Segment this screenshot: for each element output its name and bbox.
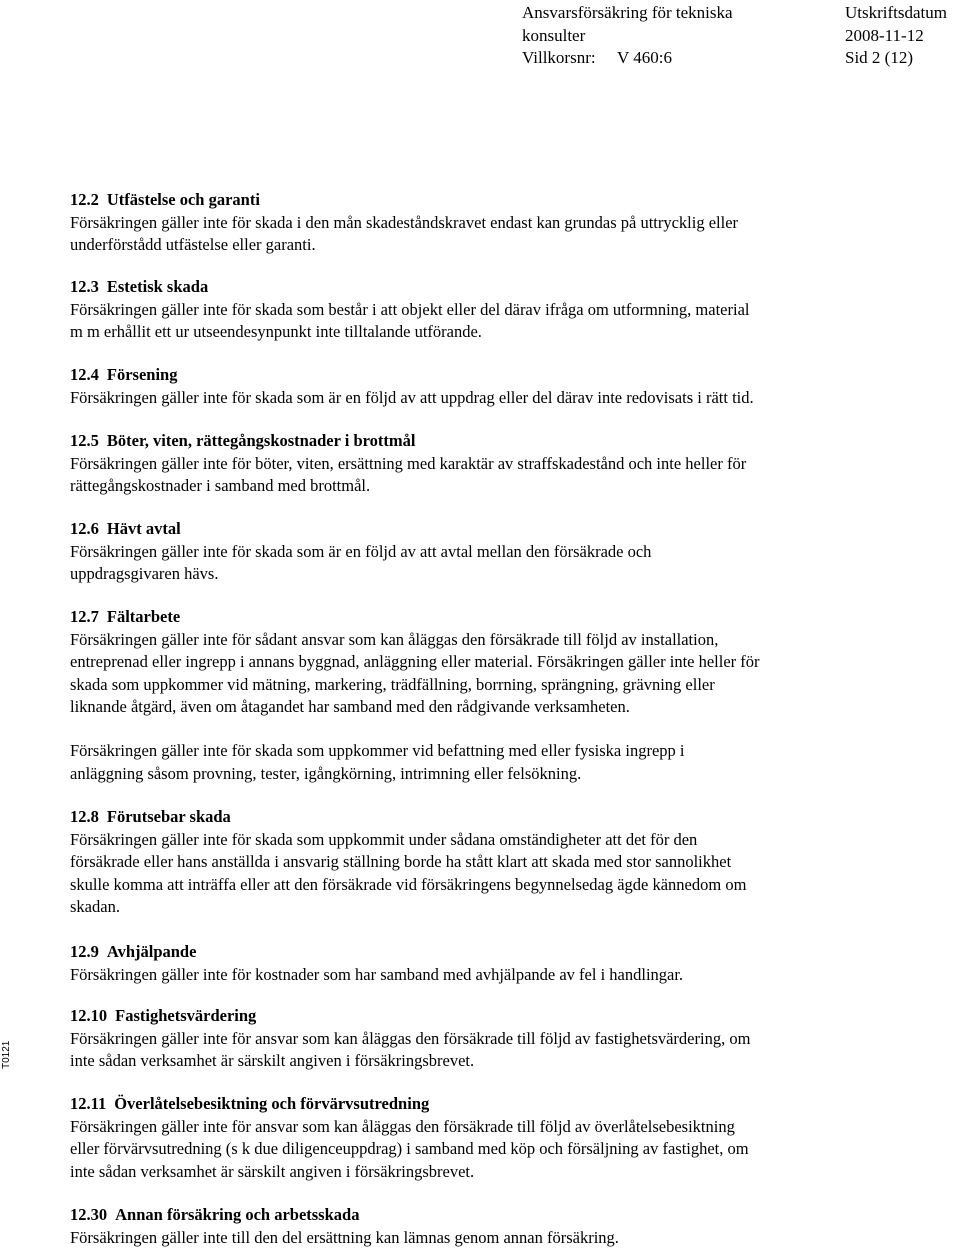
section-paragraph <box>70 212 900 257</box>
section-paragraph <box>70 1116 900 1184</box>
section-number: 12.6 <box>70 519 99 538</box>
section-number: 12.11 <box>70 1094 107 1113</box>
text-line: liknande åtgärd, även om åtagandet har samband med den rådgivande verksamheten. <box>70 697 630 717</box>
section-heading <box>70 1204 900 1227</box>
text-line: Försäkringen gäller inte till den del ersättning kan lämnas genom annan försäkring. <box>70 1227 619 1247</box>
document-title-line1: Ansvarsförsäkring för tekniska <box>522 3 733 22</box>
section-12-9 <box>70 941 900 986</box>
text-line: skada som uppkommer vid mätning, markering, trädfällning, borrning, sprängning, grävning eller <box>70 674 715 694</box>
text-line: Försäkringen gäller inte för skada som består i att objekt eller del därav ifråga om utformning, material <box>70 299 750 319</box>
text-line: Försäkringen gäller inte för sådant ansvar som kan åläggas den försäkrade till följd av installation, <box>70 629 719 649</box>
text-line: Försäkringen gäller inte för skada som är en följd av att avtal mellan den försäkrade och <box>70 541 652 561</box>
section-12-7-paragraph-2 <box>70 740 900 785</box>
section-paragraph <box>70 299 900 344</box>
text-line: Försäkringen gäller inte för skada i den mån skadeståndskravet endast kan grundas på uttrycklig eller <box>70 212 739 232</box>
section-heading <box>70 364 900 387</box>
section-heading <box>70 276 900 299</box>
section-number: 12.5 <box>70 431 99 450</box>
section-paragraph <box>70 829 900 919</box>
section-paragraph <box>70 1227 900 1249</box>
villkorsnr-label: Villkorsnr: <box>522 48 596 67</box>
section-12-2 <box>70 189 900 257</box>
section-title: Förutsebar skada <box>106 807 231 826</box>
section-12-6 <box>70 518 900 586</box>
section-title: Hävt avtal <box>106 519 181 538</box>
section-title: Fältarbete <box>106 607 181 626</box>
text-line: skadan. <box>70 897 120 917</box>
print-date-value: 2008-11-12 <box>845 26 924 45</box>
section-heading <box>70 189 900 212</box>
text-line: entreprenad eller ingrepp i annans byggnad, anläggning eller material. Försäkringen gäller inte heller för <box>70 652 760 672</box>
section-12-4 <box>70 364 900 409</box>
document-title-line2: konsulter <box>522 26 586 45</box>
section-heading <box>70 806 900 829</box>
section-heading <box>70 430 900 453</box>
section-number: 12.8 <box>70 807 99 826</box>
print-date-label: Utskriftsdatum <box>845 3 947 22</box>
section-paragraph <box>70 541 900 586</box>
section-12-11 <box>70 1093 900 1183</box>
text-line: rättegångskostnader i samband med brottmål. <box>70 476 371 496</box>
text-line: Försäkringen gäller inte för skada som uppkommer vid befattning med eller fysiska ingrepp i <box>70 741 685 760</box>
section-paragraph <box>70 453 900 498</box>
section-title: Överlåtelsebesiktning och förvärvsutredning <box>114 1094 430 1113</box>
text-line: anläggning såsom provning, tester, igångkörning, intrimning eller felsökning. <box>70 763 582 783</box>
section-paragraph <box>70 740 900 785</box>
section-12-10 <box>70 1005 900 1073</box>
section-12-5 <box>70 430 900 498</box>
text-line: skulle komma att inträffa eller att den försäkrade vid försäkringens begynnelsedag ägde kännedom om <box>70 874 747 894</box>
section-title: Estetisk skada <box>106 277 209 296</box>
section-number: 12.30 <box>70 1205 108 1224</box>
section-12-8 <box>70 806 900 919</box>
text-line: underförstådd utfästelse eller garanti. <box>70 235 316 255</box>
villkorsnr-value: V 460:6 <box>617 48 672 67</box>
text-line: m m erhållit ett ur utseendesynpunkt inte tilltalande utförande. <box>70 322 482 342</box>
text-line: Försäkringen gäller inte för skada som uppkommit under sådana omständigheter att det för den <box>70 829 698 849</box>
section-heading <box>70 941 900 964</box>
text-line: Försäkringen gäller inte för skada som är en följd av att uppdrag eller del därav inte redovisats i rätt tid. <box>70 387 754 407</box>
text-line: Försäkringen gäller inte för böter, viten, ersättning med karaktär av straffskadestånd och inte heller för <box>70 453 747 473</box>
section-paragraph <box>70 1028 900 1073</box>
text-line: uppdragsgivaren hävs. <box>70 564 219 584</box>
section-title: Försening <box>106 365 178 384</box>
section-number: 12.9 <box>70 942 99 961</box>
section-paragraph <box>70 964 900 987</box>
section-title: Annan försäkring och arbetsskada <box>115 1205 360 1224</box>
text-line: Försäkringen gäller inte för ansvar som kan åläggas den försäkrade till följd av fastighetsvärdering, om <box>70 1028 751 1048</box>
section-12-3 <box>70 276 900 344</box>
text-line: inte sådan verksamhet är särskilt angiven i försäkringsbrevet. <box>70 1161 475 1181</box>
section-title: Avhjälpande <box>106 942 197 961</box>
section-heading <box>70 518 900 541</box>
section-number: 12.7 <box>70 607 99 626</box>
section-number: 12.4 <box>70 365 99 384</box>
section-title: Fastighetsvärdering <box>115 1006 257 1025</box>
section-heading <box>70 606 900 629</box>
section-heading <box>70 1005 900 1028</box>
section-heading <box>70 1093 900 1116</box>
page-number: Sid 2 (12) <box>845 48 913 67</box>
section-title: Böter, viten, rättegångskostnader i brottmål <box>106 431 416 450</box>
text-line: inte sådan verksamhet är särskilt angiven i försäkringsbrevet. <box>70 1051 475 1071</box>
section-number: 12.10 <box>70 1006 108 1025</box>
page-header <box>0 0 960 80</box>
section-paragraph <box>70 629 900 719</box>
text-line: Försäkringen gäller inte för kostnader som har samband med avhjälpande av fel i handlingar. <box>70 964 684 984</box>
section-number: 12.3 <box>70 277 99 296</box>
section-number: 12.2 <box>70 190 99 209</box>
section-paragraph <box>70 387 900 410</box>
text-line: försäkrade eller hans anställda i ansvarig ställning borde ha stått klart att skada med stor sannolikhet <box>70 852 732 872</box>
form-code: T0121 <box>1 1040 12 1069</box>
section-12-30 <box>70 1204 900 1249</box>
section-12-7 <box>70 606 900 719</box>
text-line: eller förvärvsutredning (s k due diligenceuppdrag) i samband med köp och försäljning av fastighet, om <box>70 1139 749 1159</box>
section-title: Utfästelse och garanti <box>106 190 260 209</box>
text-line: Försäkringen gäller inte för ansvar som kan åläggas den försäkrade till följd av överlåtelsebesiktning <box>70 1116 735 1136</box>
